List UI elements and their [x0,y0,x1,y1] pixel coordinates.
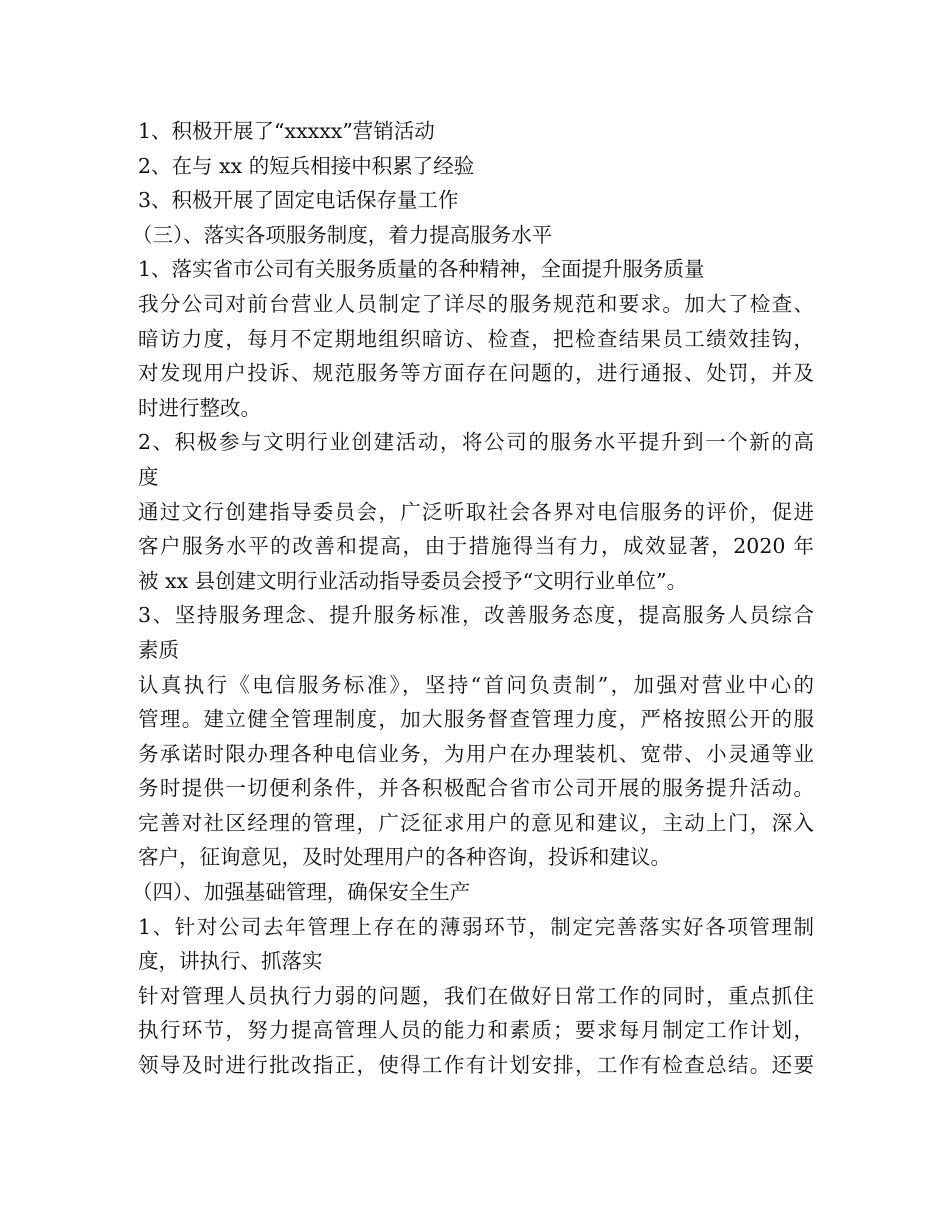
text-line: 2、积极参与文明行业创建活动，将公司的服务水平提升到一个新的高 [138,430,814,455]
document-body [132,114,814,1083]
text-line: 认真执行《电信服务标准》，坚持“首问负责制”，加强对营业中心的 [138,672,814,697]
text-line: 度 [138,464,159,489]
text-line: 被 xx 县创建文明行业活动指导委员会授予“文明行业单位”。 [138,568,688,593]
text-line: 针对管理人员执行力弱的问题，我们在做好日常工作的同时，重点抓住 [138,983,814,1008]
text-line: 管理。建立健全管理制度，加大服务督查管理力度，严格按照公开的服 [138,707,814,732]
text-line: 暗访力度，每月不定期地组织暗访、检查，把检查结果员工绩效挂钩， [138,326,814,351]
text-line: 领导及时进行批改指正，使得工作有计划安排，工作有检查总结。还要 [138,1053,814,1078]
text-line: 完善对社区经理的管理，广泛征求用户的意见和建议，主动上门，深入 [138,810,814,835]
text-line: 2、在与 xx 的短兵相接中积累了经验 [138,153,475,178]
text-line: 1、落实省市公司有关服务质量的各种精神，全面提升服务质量 [138,257,705,282]
text-line: 我分公司对前台营业人员制定了详尽的服务规范和要求。加大了检查、 [138,291,814,316]
text-line: 务承诺时限办理各种电信业务，为用户在办理装机、宽带、小灵通等业 [138,741,814,766]
text-line: 3、积极开展了固定电话保存量工作 [138,188,459,213]
section-heading: （三）、落实各项服务制度，着力提高服务水平 [132,222,553,247]
text-line: 对发现用户投诉、规范服务等方面存在问题的，进行通报、处罚，并及 [138,361,814,386]
text-line: 客户服务水平的改善和提高，由于措施得当有力，成效显著，2020 年 [138,534,814,559]
text-line: 时进行整改。 [138,395,261,420]
text-line: 务时提供一切便利条件，并各积极配合省市公司开展的服务提升活动。 [138,776,814,801]
text-line: 通过文行创建指导委员会，广泛听取社会各界对电信服务的评价，促进 [138,499,814,524]
text-line: 客户，征询意见，及时处理用户的各种咨询，投诉和建议。 [138,845,671,870]
text-line: 1、针对公司去年管理上存在的薄弱环节，制定完善落实好各项管理制 [138,914,814,939]
text-line: 3、坚持服务理念、提升服务标准，改善服务态度，提高服务人员综合 [138,603,814,628]
text-line: 度，讲执行、抓落实 [138,949,323,974]
text-line: 素质 [138,637,179,662]
section-heading: （四）、加强基础管理，确保安全生产 [132,880,471,905]
text-line: 执行环节，努力提高管理人员的能力和素质；要求每月制定工作计划， [138,1018,814,1043]
text-line: 1、积极开展了“xxxxx”营销活动 [138,119,435,143]
